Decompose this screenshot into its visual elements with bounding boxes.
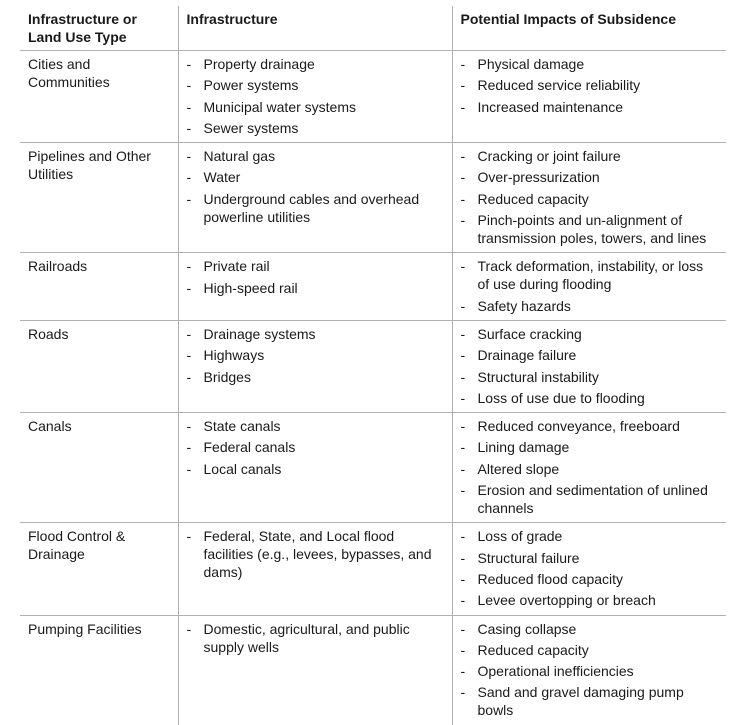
table-row <box>20 523 726 615</box>
impact-cell <box>452 51 726 143</box>
infrastructure-cell <box>178 615 452 725</box>
table-row <box>20 413 726 523</box>
impact-list-item: - Surface cracking <box>461 325 719 343</box>
table-row <box>20 143 726 253</box>
impact-list <box>461 55 719 116</box>
impact-cell <box>452 615 726 725</box>
table-body <box>20 51 726 725</box>
impact-list-item: - Reduced service reliability <box>461 76 719 94</box>
infrastructure-list <box>187 55 444 137</box>
infrastructure-cell <box>178 523 452 615</box>
infrastructure-list <box>187 417 444 478</box>
land-use-type-cell: Pipelines and Other Utilities <box>20 143 178 253</box>
infrastructure-list-item: - Highways <box>187 346 444 364</box>
infrastructure-list-item: - Federal, State, and Local flood facilities (e.g., levees, bypasses, and dams) <box>187 527 444 581</box>
header-infrastructure: Infrastructure <box>178 6 452 51</box>
impact-list-item: - Reduced capacity <box>461 641 719 659</box>
infrastructure-list-item: - Local canals <box>187 460 444 478</box>
impact-list-item: - Structural failure <box>461 549 719 567</box>
infrastructure-cell <box>178 253 452 321</box>
infrastructure-list-item: - Property drainage <box>187 55 444 73</box>
impact-list-item: - Reduced capacity <box>461 190 719 208</box>
subsidence-impacts-table <box>20 6 726 725</box>
impact-list-item: - Altered slope <box>461 460 719 478</box>
impact-list-item: - Erosion and sedimentation of unlined channels <box>461 481 719 517</box>
impact-list-item: - Loss of use due to flooding <box>461 389 719 407</box>
impact-list-item: - Operational inefficiencies <box>461 662 719 680</box>
impact-list <box>461 325 719 407</box>
impact-list <box>461 257 719 314</box>
infrastructure-list-item: - Domestic, agricultural, and public supply wells <box>187 620 444 656</box>
impact-list <box>461 527 719 609</box>
table-row <box>20 320 726 412</box>
infrastructure-list-item: - Sewer systems <box>187 119 444 137</box>
infrastructure-list-item: - Municipal water systems <box>187 98 444 116</box>
impact-cell <box>452 413 726 523</box>
infrastructure-list-item: - Natural gas <box>187 147 444 165</box>
impact-list-item: - Sand and gravel damaging pump bowls <box>461 683 719 719</box>
table-row <box>20 253 726 321</box>
table-row <box>20 615 726 725</box>
impact-list-item: - Levee overtopping or breach <box>461 591 719 609</box>
impact-list-item: - Reduced conveyance, freeboard <box>461 417 719 435</box>
impact-list-item: - Track deformation, instability, or loss of use during flooding <box>461 257 719 293</box>
infrastructure-list-item: - State canals <box>187 417 444 435</box>
land-use-type-cell: Cities and Communities <box>20 51 178 143</box>
infrastructure-list-item: - Bridges <box>187 368 444 386</box>
infrastructure-list <box>187 527 444 581</box>
impact-list <box>461 620 719 720</box>
impact-list <box>461 147 719 247</box>
impact-list-item: - Drainage failure <box>461 346 719 364</box>
land-use-type-cell: Flood Control & Drainage <box>20 523 178 615</box>
impact-list-item: - Reduced flood capacity <box>461 570 719 588</box>
infrastructure-list-item: - Private rail <box>187 257 444 275</box>
header-row <box>20 6 726 51</box>
impact-list-item: - Casing collapse <box>461 620 719 638</box>
impact-list-item: - Safety hazards <box>461 297 719 315</box>
infrastructure-list <box>187 147 444 226</box>
infrastructure-cell <box>178 413 452 523</box>
infrastructure-list-item: - Power systems <box>187 76 444 94</box>
infrastructure-list <box>187 325 444 386</box>
table-header <box>20 6 726 51</box>
land-use-type-cell: Roads <box>20 320 178 412</box>
infrastructure-cell <box>178 51 452 143</box>
infrastructure-cell <box>178 143 452 253</box>
header-land-use-type: Infrastructure or Land Use Type <box>20 6 178 51</box>
impact-list-item: - Cracking or joint failure <box>461 147 719 165</box>
infrastructure-list-item: - Water <box>187 168 444 186</box>
table-row <box>20 51 726 143</box>
impact-list <box>461 417 719 517</box>
infrastructure-list <box>187 257 444 296</box>
land-use-type-cell: Canals <box>20 413 178 523</box>
infrastructure-list-item: - High-speed rail <box>187 279 444 297</box>
infrastructure-cell <box>178 320 452 412</box>
impact-cell <box>452 253 726 321</box>
impact-list-item: - Loss of grade <box>461 527 719 545</box>
impact-list-item: - Increased maintenance <box>461 98 719 116</box>
impact-cell <box>452 523 726 615</box>
header-potential-impacts: Potential Impacts of Subsidence <box>452 6 726 51</box>
infrastructure-list <box>187 620 444 656</box>
impact-list-item: - Lining damage <box>461 438 719 456</box>
impact-list-item: - Structural instability <box>461 368 719 386</box>
impact-cell <box>452 143 726 253</box>
land-use-type-cell: Pumping Facilities <box>28 620 142 637</box>
impact-cell <box>452 320 726 412</box>
impact-list-item: - Physical damage <box>461 55 719 73</box>
infrastructure-list-item: - Federal canals <box>187 438 444 456</box>
impact-list-item: - Over-pressurization <box>461 168 719 186</box>
land-use-type-cell: Railroads <box>20 253 178 321</box>
infrastructure-list-item: - Drainage systems <box>187 325 444 343</box>
infrastructure-list-item: - Underground cables and overhead powerline utilities <box>187 190 444 226</box>
impact-list-item: - Pinch-points and un-alignment of transmission poles, towers, and lines <box>461 211 719 247</box>
